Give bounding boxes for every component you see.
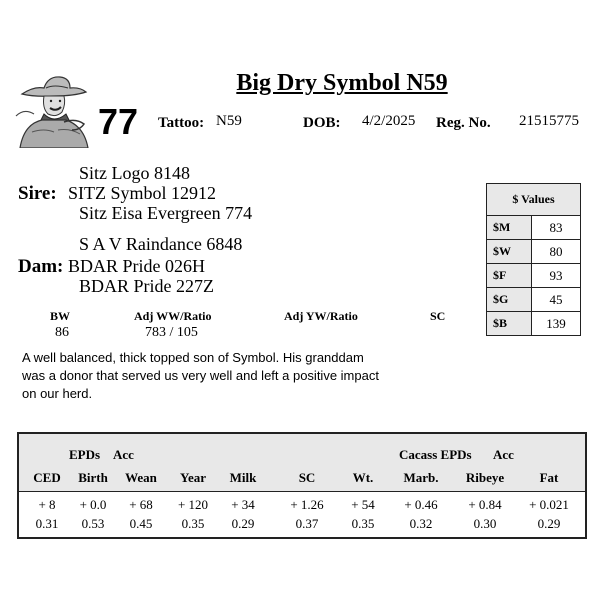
dob-label: DOB: (303, 115, 341, 131)
sc-acc: 0.37 (295, 516, 319, 531)
milk-epd: + 34 (231, 497, 255, 512)
dollar-value-row (487, 288, 581, 312)
epd-acc-label: Acc (113, 447, 134, 462)
birth-header: Birth (78, 470, 108, 485)
birth-epd: + 0.0 (79, 497, 107, 512)
dollar-value: 83 (532, 216, 581, 240)
ribeye-epd: + 0.84 (468, 497, 502, 512)
bw-value: 86 (55, 325, 69, 340)
marb-header: Marb. (403, 470, 439, 485)
epd-table (17, 432, 587, 539)
adj-ww-header: Adj WW/Ratio (134, 309, 212, 323)
sc-epd: + 1.26 (290, 497, 324, 512)
year-acc: 0.35 (181, 516, 205, 531)
fat-header: Fat (539, 470, 559, 485)
dollar-value-row (487, 312, 581, 336)
lot-number: 77 (98, 101, 139, 142)
marb-epd: + 0.46 (404, 497, 438, 512)
dollar-key: $B (487, 312, 532, 336)
adj-ww-value: 783 / 105 (145, 325, 198, 340)
dollar-key: $G (487, 288, 532, 312)
ced-epd: + 8 (38, 497, 56, 512)
sc-header: SC (430, 309, 446, 323)
dam-label: Dam: (18, 256, 64, 277)
reg-value: 21515775 (519, 113, 579, 129)
carcass-acc-label: Acc (493, 447, 514, 462)
sire-dam: Sitz Eisa Evergreen 774 (79, 203, 253, 223)
dam-dam: BDAR Pride 227Z (79, 276, 214, 296)
carcass-epd-label: Cacass EPDs (399, 447, 472, 462)
dollar-value: 80 (532, 240, 581, 264)
bw-header: BW (50, 309, 71, 323)
sire-sire: Sitz Logo 8148 (79, 163, 190, 183)
epd-group-label: EPDs (69, 447, 101, 462)
sire-name: SITZ Symbol 12912 (68, 183, 217, 203)
year-header: Year (180, 470, 206, 485)
marb-acc: 0.32 (409, 516, 433, 531)
animal-name-title: Big Dry Symbol N59 (236, 70, 448, 96)
ribeye-acc: 0.30 (473, 516, 497, 531)
dam-sire: S A V Raindance 6848 (79, 234, 243, 254)
dollar-key: $W (487, 240, 532, 264)
milk-header: Milk (229, 470, 257, 485)
reg-label: Reg. No. (436, 115, 491, 131)
fat-epd: + 0.021 (529, 497, 569, 512)
fat-acc: 0.29 (537, 516, 561, 531)
dollar-value: 139 (532, 312, 581, 336)
ribeye-header: Ribeye (465, 470, 505, 485)
dollar-key: $M (487, 216, 532, 240)
dollar-values-table (486, 183, 581, 336)
dob-value: 4/2/2025 (362, 113, 416, 129)
sc-header: SC (298, 470, 316, 485)
wt-header: Wt. (352, 470, 374, 485)
wt-epd: + 54 (351, 497, 375, 512)
sire-label: Sire: (18, 183, 57, 204)
dollar-value-row (487, 240, 581, 264)
year-epd: + 120 (177, 497, 209, 512)
dollar-key: $F (487, 264, 532, 288)
birth-acc: 0.53 (81, 516, 105, 531)
dollar-value: 45 (532, 288, 581, 312)
animal-description: A well balanced, thick topped son of Symbol. His granddam was a donor that served us very well and left a positive impact on our herd. (22, 350, 379, 401)
dollar-value-row (487, 216, 581, 240)
dollar-value-row (487, 264, 581, 288)
wt-acc: 0.35 (351, 516, 375, 531)
adj-yw-header: Adj YW/Ratio (284, 309, 358, 323)
wean-header: Wean (125, 470, 157, 485)
wean-acc: 0.45 (129, 516, 153, 531)
tattoo-label: Tattoo: (158, 115, 205, 131)
ced-acc: 0.31 (35, 516, 59, 531)
dollar-values-title: $ Values (487, 184, 581, 216)
dam-name: BDAR Pride 026H (68, 256, 206, 276)
milk-acc: 0.29 (231, 516, 255, 531)
wean-epd: + 68 (129, 497, 153, 512)
dollar-value: 93 (532, 264, 581, 288)
tattoo-value: N59 (216, 113, 242, 129)
ced-header: CED (33, 470, 61, 485)
